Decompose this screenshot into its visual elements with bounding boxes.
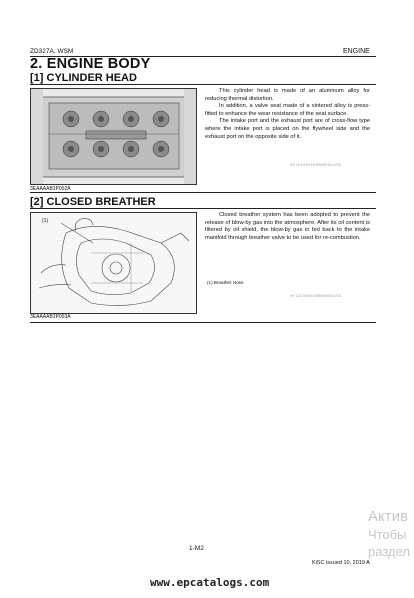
watermark-line-3: раздел: [368, 544, 410, 559]
paragraph: The intake port and the exhaust port are of cross-flow type where the intake port is placed on the flywheel side and the exhaust port on the opposite side of it.: [205, 118, 370, 140]
figure-callout: (1): [42, 218, 49, 224]
doc-code: ZD327A, WSM: [30, 48, 74, 55]
cylinder-head-figure: [30, 88, 197, 185]
section-end-rule: [30, 322, 376, 323]
section-title: 2. ENGINE BODY: [30, 56, 151, 72]
subsection-rule: [30, 84, 376, 85]
page-number: 1-M2: [189, 545, 204, 552]
subsection-rule: [30, 192, 376, 193]
figure-caption-closed-breather: 3EAAAAB1P003A: [30, 314, 71, 320]
reference-code: 9Y1210591EBM0002US0: [290, 162, 342, 167]
section-name: ENGINE: [343, 48, 370, 55]
watermark-line-2: Чтобы: [368, 527, 407, 542]
closed-breather-illustration: [31, 213, 196, 313]
closed-breather-figure: [30, 212, 197, 314]
reference-code: 9Y1210591EBM0003US0: [290, 293, 342, 298]
website-link[interactable]: www.epcatalogs.com: [150, 576, 270, 589]
cylinder-head-text: [205, 88, 370, 141]
legend-breather-hose: (1) Breather Hose: [207, 280, 244, 285]
paragraph: In addition, a valve seat made of a sintered alloy is press-fitted to enhance the wear resistance of the seat surface.: [205, 103, 370, 117]
paragraph: This cylinder head is made of an aluminum alloy for reducing thermal distortion.: [205, 88, 370, 102]
issued-date: KiSC issued 10, 2019 A: [312, 560, 370, 566]
subsection-title-cylinder-head: [1] CYLINDER HEAD: [30, 72, 137, 84]
closed-breather-text: [205, 212, 370, 242]
cylinder-head-illustration: [31, 89, 196, 184]
subsection-rule: [30, 208, 376, 209]
watermark-line-1: Актив: [368, 508, 408, 525]
subsection-title-closed-breather: [2] CLOSED BREATHER: [30, 196, 156, 208]
paragraph: Closed breather system has been adopted to prevent the release of blow-by gas into the atmosphere. After its oil content is filtered by oil shield, the blow-by gas in fed back to the intake manifold through breather valve to be used for re-combustion.: [205, 212, 370, 241]
figure-caption-cylinder-head: 3EAAAAB1P002A: [30, 186, 71, 192]
